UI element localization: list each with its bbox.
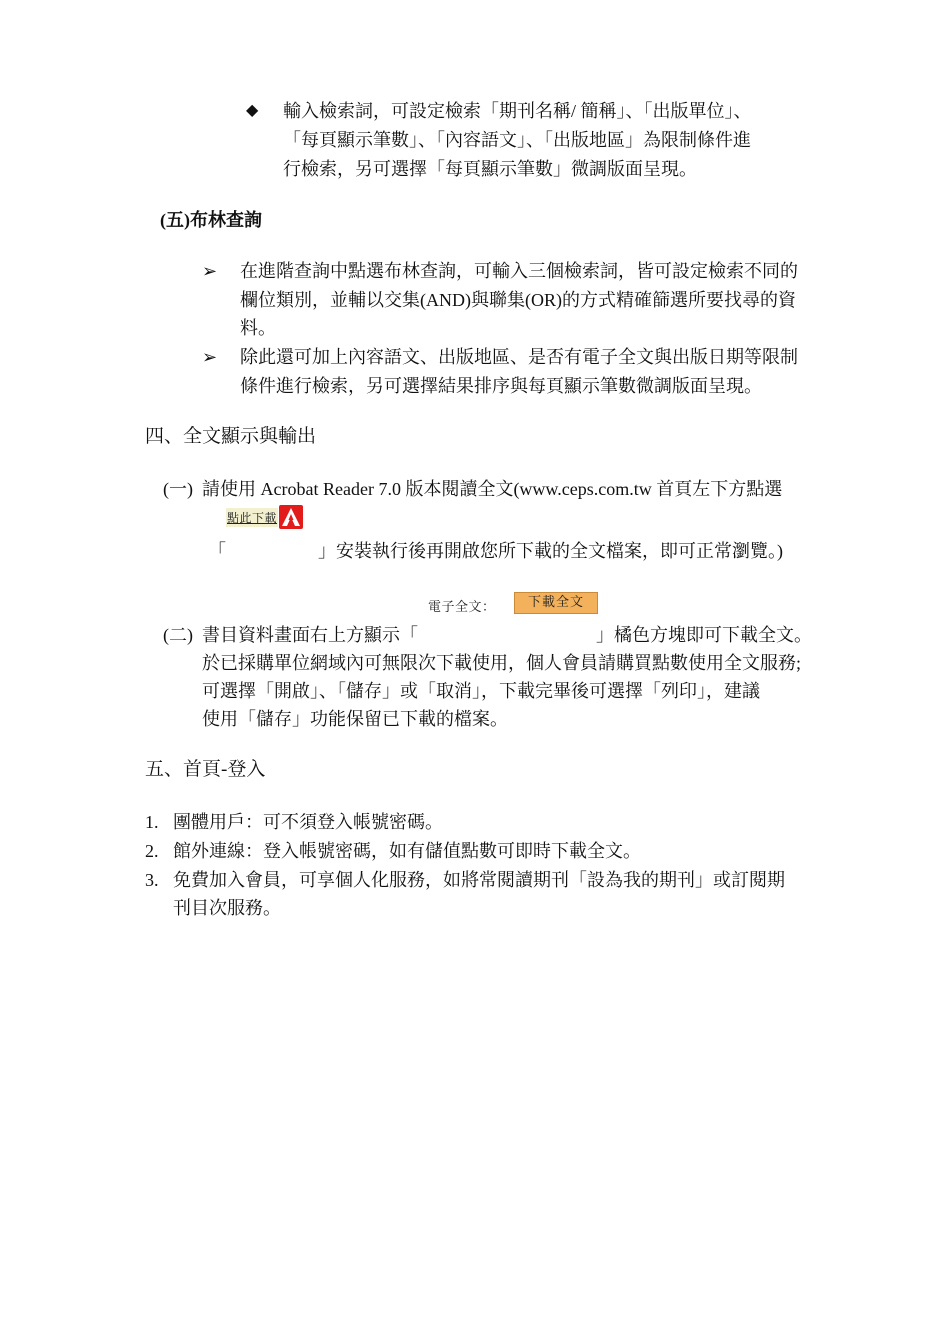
fulltext-item-2-line-1-rest: 」橘色方塊即可下載全文。 (596, 625, 812, 645)
fulltext-item-2-line-2: 於已採購單位網域內可無限次下載使用，個人會員請購買點數使用全文服務; (202, 653, 801, 673)
fulltext-item-1-line-1: 請使用 Acrobat Reader 7.0 版本閱讀全文(www.ceps.com.tw 首頁左下方點選 (202, 479, 783, 499)
arrow-bullet-icon: ➢ (202, 347, 218, 367)
arrow-bullet-icon: ➢ (202, 261, 218, 281)
login-item-1-text: 團體用戶：可不須登入帳號密碼。 (173, 812, 443, 832)
diamond-bullet-icon: ◆ (246, 102, 259, 119)
fulltext-item-2-line-1-open: 書目資料畫面右上方顯示「 (202, 625, 418, 645)
boolean-item-2-line-2: 條件進行檢索，另可選擇結果排序與每頁顯示筆數微調版面呈現。 (240, 376, 762, 396)
login-item-1-number: 1. (145, 812, 159, 832)
fulltext-item-2-marker: (二) (163, 625, 193, 645)
download-link-label[interactable]: 點此下載 (226, 508, 278, 527)
login-section-heading: 五、首頁-登入 (145, 759, 266, 780)
login-item-3-text-line-1: 免費加入會員，可享個人化服務，如將常閱讀期刊「設為我的期刊」或訂閱期 (173, 870, 785, 890)
search-desc-line-1: 輸入檢索詞，可設定檢索「期刊名稱/ 簡稱」、「出版單位」、 (283, 101, 752, 121)
fulltext-item-1-marker: (一) (163, 479, 193, 499)
login-item-2-number: 2. (145, 841, 159, 861)
boolean-item-1-line-2: 欄位類別，並輔以交集(AND)與聯集(OR)的方式精確篩選所要找尋的資 (240, 290, 796, 310)
login-item-2-text: 館外連線：登入帳號密碼，如有儲值點數可即時下載全文。 (173, 841, 641, 861)
download-reader-link[interactable] (226, 505, 303, 529)
fulltext-item-1-open-quote: 「 (208, 541, 226, 561)
login-item-3-number: 3. (145, 870, 159, 890)
download-fulltext-button[interactable]: 下載全文 (514, 592, 598, 614)
adobe-reader-icon (279, 505, 303, 529)
login-item-3-text-line-2: 刊目次服務。 (173, 898, 281, 918)
ebook-label: 電子全文： (428, 600, 496, 615)
boolean-item-2-line-1: 除此還可加上內容語文、出版地區、是否有電子全文與出版日期等限制 (240, 347, 798, 367)
boolean-query-heading: (五)布林查詢 (160, 210, 262, 230)
search-desc-line-2: 「每頁顯示筆數」、「內容語文」、「出版地區」為限制條件進 (283, 130, 751, 150)
boolean-item-1-line-3: 料。 (240, 318, 276, 338)
fulltext-item-2-line-3: 可選擇「開啟」、「儲存」或「取消」，下載完畢後可選擇「列印」，建議 (202, 681, 760, 701)
boolean-item-1-line-1: 在進階查詢中點選布林查詢，可輸入三個檢索詞，皆可設定檢索不同的 (240, 261, 798, 281)
fulltext-section-heading: 四、全文顯示與輸出 (145, 426, 317, 447)
fulltext-item-2-line-4: 使用「儲存」功能保留已下載的檔案。 (202, 709, 508, 729)
fulltext-item-1-line-2: 」安裝執行後再開啟您所下載的全文檔案，即可正常瀏覽。) (318, 541, 783, 561)
search-desc-line-3: 行檢索，另可選擇「每頁顯示筆數」微調版面呈現。 (283, 159, 697, 179)
